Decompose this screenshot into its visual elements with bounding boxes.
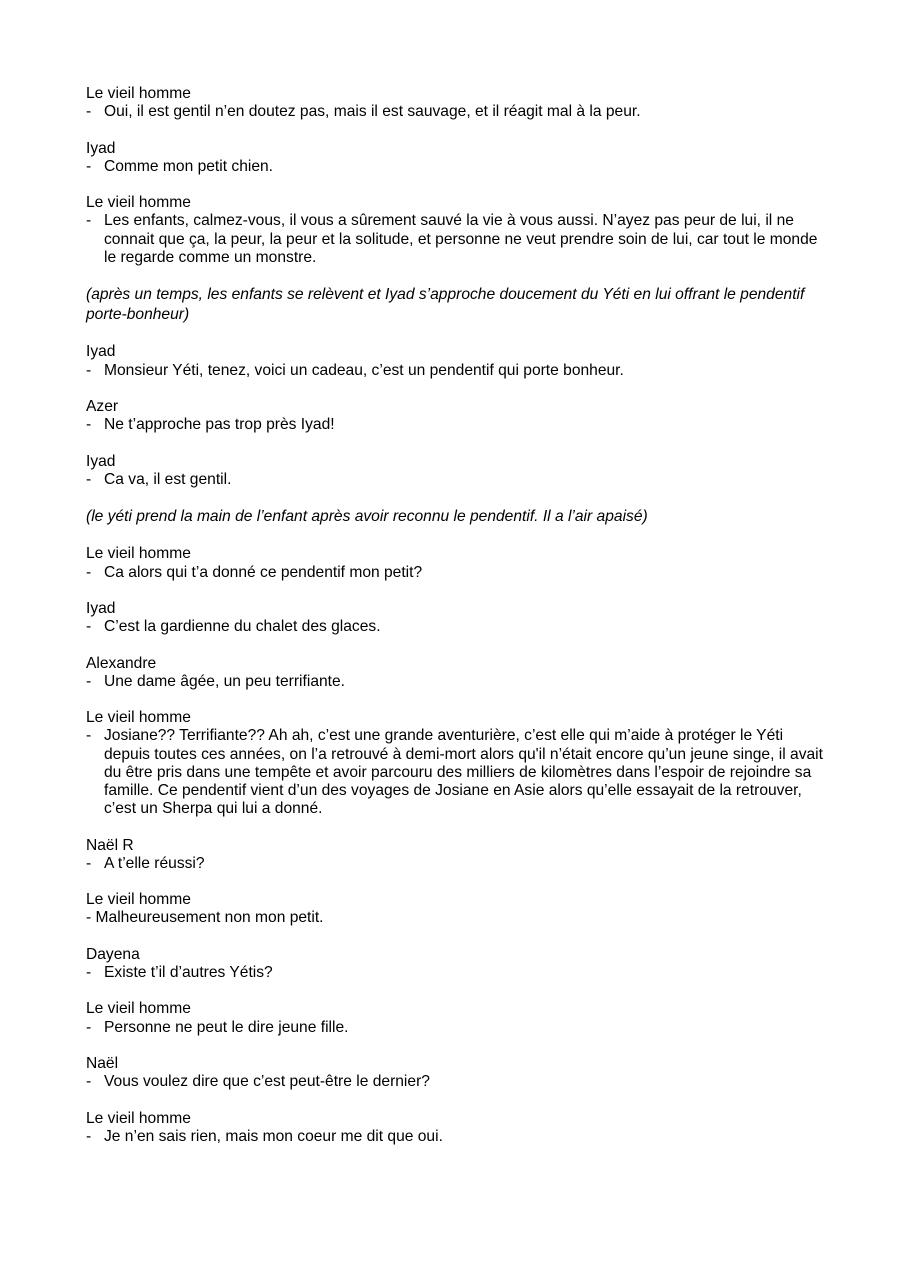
dialogue-dash: - xyxy=(86,1073,92,1091)
dialogue-line xyxy=(86,103,826,121)
dialogue-block xyxy=(86,453,826,489)
speaker-name: Le vieil homme xyxy=(86,1109,191,1127)
dialogue-line xyxy=(86,212,826,267)
dialogue-line xyxy=(86,564,826,582)
speaker-name: Iyad xyxy=(86,343,116,361)
stage-direction: (après un temps, les enfants se relèvent et Iyad s’approche doucement du Yéti en lui offrant le pendentif porte-bonheur) xyxy=(86,286,805,324)
dialogue-text: Comme mon petit chien. xyxy=(104,157,274,175)
speaker-name: Le vieil homme xyxy=(86,194,191,212)
speaker-name: Iyad xyxy=(86,452,116,470)
dialogue-dash: - xyxy=(86,212,92,230)
dialogue-block xyxy=(86,891,826,927)
dialogue-text: Ne t’approche pas trop près Iyad! xyxy=(104,416,335,434)
dialogue-block xyxy=(86,140,826,176)
dialogue-line xyxy=(86,727,826,818)
dialogue-dash: - xyxy=(86,963,92,981)
dialogue-dash: - xyxy=(86,361,92,379)
speaker-name: Naël xyxy=(86,1054,119,1072)
speaker-name: Naël R xyxy=(86,836,134,854)
dialogue-block xyxy=(86,85,826,121)
dialogue-block xyxy=(86,655,826,691)
dialogue-block xyxy=(86,1055,826,1091)
speaker-name: Le vieil homme xyxy=(86,1000,191,1018)
speaker-name: Le vieil homme xyxy=(86,709,191,727)
dialogue-dash: - xyxy=(86,1127,92,1145)
script-page xyxy=(86,85,826,1164)
dialogue-dash: - xyxy=(86,157,92,175)
dialogue-block xyxy=(86,1000,826,1036)
dialogue-block xyxy=(86,600,826,636)
speaker-name: Alexandre xyxy=(86,654,157,672)
dialogue-text: Oui, il est gentil n’en doutez pas, mais il est sauvage, et il réagit mal à la peur. xyxy=(104,103,641,121)
dialogue-block xyxy=(86,343,826,379)
speaker-name: Dayena xyxy=(86,945,140,963)
dialogue-line xyxy=(86,855,826,873)
dialogue-dash: - xyxy=(86,470,92,488)
speaker-name: Iyad xyxy=(86,599,116,617)
dialogue-block xyxy=(86,946,826,982)
dialogue-text: Je n’en sais rien, mais mon coeur me dit que oui. xyxy=(104,1127,443,1145)
dialogue-line xyxy=(86,471,826,489)
speaker-name: Iyad xyxy=(86,139,116,157)
dialogue-text: Josiane?? Terrifiante?? Ah ah, c’est une grande aventurière, c’est elle qui m’aide à protéger le Yéti depuis toutes ces années, on l’a retrouvé à demi-mort alors qu'il n’était encore qu’un jeune singe, il avait du être pris dans une tempête et avoir parcouru des milliers de kilomètres dans l’espoir de rejoindre sa famille. Ce pendentif vient d’un des voyages de Josiane en Asie alors qu’elle essayait de la retrouver, c’est un Sherpa qui lui a donné. xyxy=(104,727,823,818)
dialogue-block xyxy=(86,837,826,873)
dialogue-line xyxy=(86,673,826,691)
dialogue-dash: - xyxy=(86,1018,92,1036)
dialogue-dash: - xyxy=(86,854,92,872)
dialogue-dash: - xyxy=(86,563,92,581)
dialogue-block xyxy=(86,398,826,434)
dialogue-block xyxy=(86,1110,826,1146)
dialogue-dash: - xyxy=(86,727,92,745)
dialogue-line xyxy=(86,1073,826,1091)
dialogue-text: - Malheureusement non mon petit. xyxy=(86,909,324,927)
dialogue-text: Monsieur Yéti, tenez, voici un cadeau, c’est un pendentif qui porte bonheur. xyxy=(104,361,624,379)
dialogue-line xyxy=(86,158,826,176)
dialogue-text: Personne ne peut le dire jeune fille. xyxy=(104,1018,349,1036)
dialogue-text: Existe t’il d’autres Yétis? xyxy=(104,963,273,981)
dialogue-block xyxy=(86,194,826,267)
dialogue-line xyxy=(86,964,826,982)
dialogue-dash: - xyxy=(86,618,92,636)
dialogue-line xyxy=(86,416,826,434)
speaker-name: Le vieil homme xyxy=(86,545,191,563)
dialogue-text: Ca va, il est gentil. xyxy=(104,470,232,488)
dialogue-dash: - xyxy=(86,103,92,121)
dialogue-line xyxy=(86,618,826,636)
dialogue-dash: - xyxy=(86,416,92,434)
dialogue-dash: - xyxy=(86,672,92,690)
dialogue-text: Vous voulez dire que c’est peut-être le dernier? xyxy=(104,1073,430,1091)
dialogue-text: A t’elle réussi? xyxy=(104,854,205,872)
dialogue-text: Une dame âgée, un peu terrifiante. xyxy=(104,672,345,690)
dialogue-line xyxy=(86,1019,826,1037)
speaker-name: Le vieil homme xyxy=(86,85,191,102)
speaker-name: Le vieil homme xyxy=(86,891,191,909)
dialogue-text: Les enfants, calmez-vous, il vous a sûrement sauvé la vie à vous aussi. N’ayez pas peur de lui, il ne connait que ça, la peur, la peur et la solitude, et personne ne veut prendre soin de lui, car tout le monde le regarde comme un monstre. xyxy=(104,212,818,266)
dialogue-line xyxy=(86,1128,826,1146)
speaker-name: Azer xyxy=(86,397,119,415)
dialogue-line xyxy=(86,909,826,927)
dialogue-text: Ca alors qui t’a donné ce pendentif mon petit? xyxy=(104,563,423,581)
dialogue-block xyxy=(86,709,826,818)
stage-direction: (le yéti prend la main de l’enfant après avoir reconnu le pendentif. Il a l’air apaisé) xyxy=(86,508,648,526)
dialogue-text: C’est la gardienne du chalet des glaces. xyxy=(104,618,381,636)
dialogue-block xyxy=(86,545,826,581)
dialogue-line xyxy=(86,362,826,380)
